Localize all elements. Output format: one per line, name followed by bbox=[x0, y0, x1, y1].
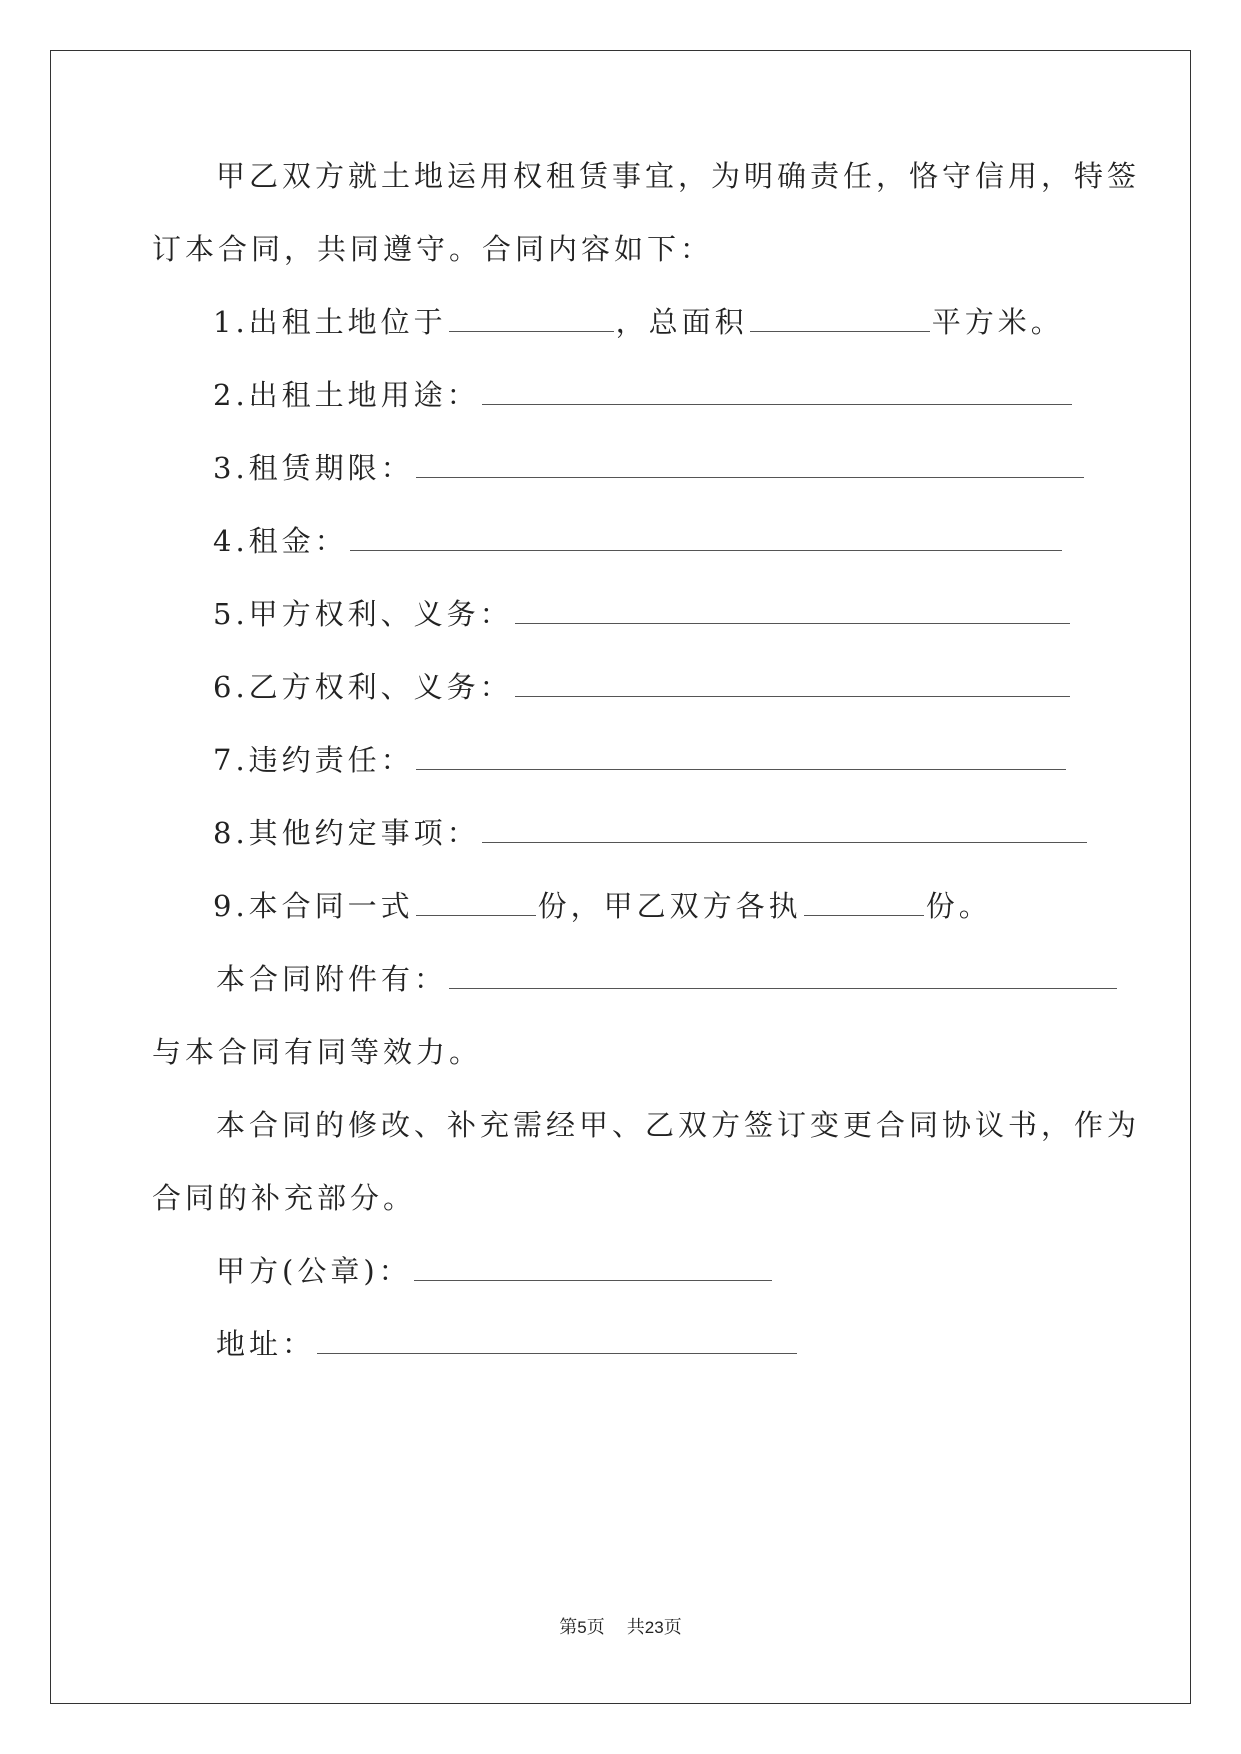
land-use-blank-field[interactable] bbox=[482, 376, 1072, 405]
footer-page-suffix: 页 bbox=[586, 1617, 605, 1638]
clause-1-location-label: 1.出租土地位于 bbox=[213, 305, 447, 339]
intro-paragraph-line-2: 订本合同，共同遵守。合同内容如下： bbox=[152, 232, 714, 266]
footer-total-suffix: 页 bbox=[663, 1617, 682, 1638]
party-a-seal-label: 甲方(公章)： bbox=[216, 1254, 412, 1288]
clause-5 bbox=[213, 594, 1072, 634]
attachments-label: 本合同附件有： bbox=[216, 962, 448, 996]
clause-9-copies-label: 9.本合同一式 bbox=[213, 889, 414, 923]
party-a-seal-blank-field[interactable] bbox=[414, 1252, 772, 1281]
address-blank-field[interactable] bbox=[317, 1325, 797, 1354]
clause-3 bbox=[213, 448, 1086, 488]
clause-8 bbox=[213, 813, 1089, 853]
attachments-line-2: 与本合同有同等效力。 bbox=[152, 1035, 483, 1069]
clause-1 bbox=[213, 302, 1064, 342]
footer-page-prefix: 第 bbox=[559, 1617, 578, 1638]
rent-blank-field[interactable] bbox=[350, 522, 1062, 551]
attachments-blank-field[interactable] bbox=[449, 960, 1117, 989]
clause-1-area-label: ，总面积 bbox=[615, 305, 748, 339]
breach-liability-blank-field[interactable] bbox=[416, 741, 1066, 770]
footer-total-prefix: 共 bbox=[626, 1617, 645, 1638]
amendment-paragraph-line-1: 本合同的修改、补充需经甲、乙双方签订变更合同协议书，作为 bbox=[216, 1108, 1141, 1142]
copies-each-blank-field[interactable] bbox=[804, 887, 924, 916]
clause-6-label: 6.乙方权利、义务： bbox=[213, 670, 513, 704]
clause-3-label: 3.租赁期限： bbox=[213, 451, 414, 485]
clause-7-label: 7.违约责任： bbox=[213, 743, 414, 777]
area-blank-field[interactable] bbox=[750, 303, 930, 332]
copies-count-blank-field[interactable] bbox=[416, 887, 536, 916]
attachments-line-1 bbox=[216, 959, 1119, 999]
clause-2 bbox=[213, 375, 1074, 415]
clause-5-label: 5.甲方权利、义务： bbox=[213, 597, 513, 631]
total-page-number: 23 bbox=[644, 1618, 664, 1637]
location-blank-field[interactable] bbox=[449, 303, 614, 332]
clause-9-unit-label: 份。 bbox=[925, 889, 992, 923]
party-a-rights-blank-field[interactable] bbox=[515, 595, 1070, 624]
amendment-paragraph-line-2: 合同的补充部分。 bbox=[152, 1181, 417, 1215]
clause-1-unit-label: 平方米。 bbox=[931, 305, 1064, 339]
clause-7 bbox=[213, 740, 1068, 780]
other-terms-blank-field[interactable] bbox=[482, 814, 1087, 843]
address-line bbox=[216, 1324, 799, 1364]
clause-4-label: 4.租金： bbox=[213, 524, 348, 558]
party-b-rights-blank-field[interactable] bbox=[515, 668, 1070, 697]
intro-paragraph-line-1: 甲乙双方就土地运用权租赁事宜，为明确责任，恪守信用，特签 bbox=[216, 159, 1141, 193]
clause-2-label: 2.出租土地用途： bbox=[213, 378, 480, 412]
address-label: 地址： bbox=[216, 1327, 316, 1361]
clause-8-label: 8.其他约定事项： bbox=[213, 816, 480, 850]
page-number-footer bbox=[0, 1616, 1241, 1640]
current-page-number: 5 bbox=[577, 1618, 587, 1637]
clause-6 bbox=[213, 667, 1072, 707]
party-a-seal-line bbox=[216, 1251, 774, 1291]
lease-term-blank-field[interactable] bbox=[416, 449, 1084, 478]
clause-9-each-label: 份，甲乙双方各执 bbox=[537, 889, 802, 923]
clause-4 bbox=[213, 521, 1064, 561]
page-border bbox=[50, 50, 1191, 1704]
clause-9 bbox=[213, 886, 992, 926]
